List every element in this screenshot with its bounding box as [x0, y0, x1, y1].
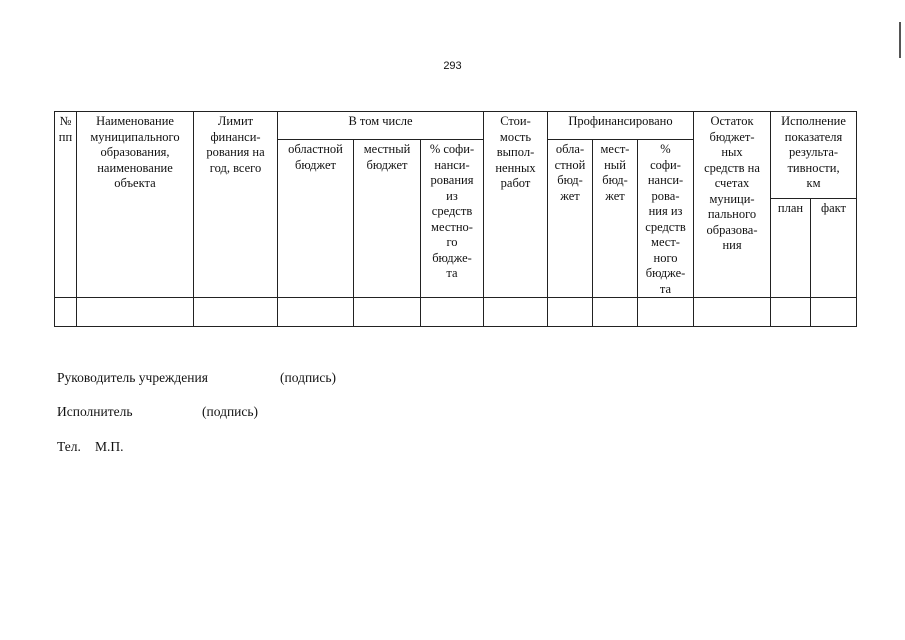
header-local-budget: местный бюджет — [354, 140, 421, 298]
header-plan: план — [771, 199, 811, 298]
table-cell — [55, 298, 77, 327]
executor-label: Исполнитель — [57, 404, 133, 419]
header-including: В том числе — [278, 112, 484, 140]
table-cell — [421, 298, 484, 327]
header-performance-indicator: Исполнение показателя результа- тивности, км — [771, 112, 857, 199]
table-cell — [593, 298, 638, 327]
financing-report-table — [54, 111, 857, 327]
table-cell — [811, 298, 857, 327]
header-cofinancing-percent: % софи- нанси- рования из средств местно- го бюдже- та — [421, 140, 484, 298]
table-cell — [194, 298, 278, 327]
header-number: № пп — [55, 112, 77, 298]
scan-edge-mark — [899, 22, 901, 58]
table-cell — [638, 298, 694, 327]
table-cell — [694, 298, 771, 327]
header-financing-limit: Лимит финанси- рования на год, всего — [194, 112, 278, 298]
table-cell — [77, 298, 194, 327]
page-number: 293 — [443, 60, 462, 72]
table-cell — [484, 298, 548, 327]
manager-label: Руководитель учреждения — [57, 370, 208, 385]
header-municipality-name: Наименование муниципального образования, наименование объекта — [77, 112, 194, 298]
header-financed-regional: обла- стной бюд- жет — [548, 140, 593, 298]
table-cell — [278, 298, 354, 327]
header-financed-cofinancing-percent: % софи- нанси- рова- ния из средств мест- ного бюдже- та — [638, 140, 694, 298]
phone-label: Тел. — [57, 439, 81, 454]
table-cell — [354, 298, 421, 327]
table-cell — [548, 298, 593, 327]
stamp-label: М.П. — [95, 439, 124, 454]
table-cell — [771, 298, 811, 327]
header-budget-balance: Остаток бюджет- ных средств на счетах муници- пального образова- ния — [694, 112, 771, 298]
executor-signature: (подпись) — [202, 404, 259, 419]
manager-signature: (подпись) — [280, 370, 337, 385]
table-row — [55, 298, 857, 327]
header-financed-local: мест- ный бюд- жет — [593, 140, 638, 298]
header-financed: Профинансировано — [548, 112, 694, 140]
header-regional-budget: областной бюджет — [278, 140, 354, 298]
header-fact: факт — [811, 199, 857, 298]
header-work-cost: Стои- мость выпол- ненных работ — [484, 112, 548, 298]
